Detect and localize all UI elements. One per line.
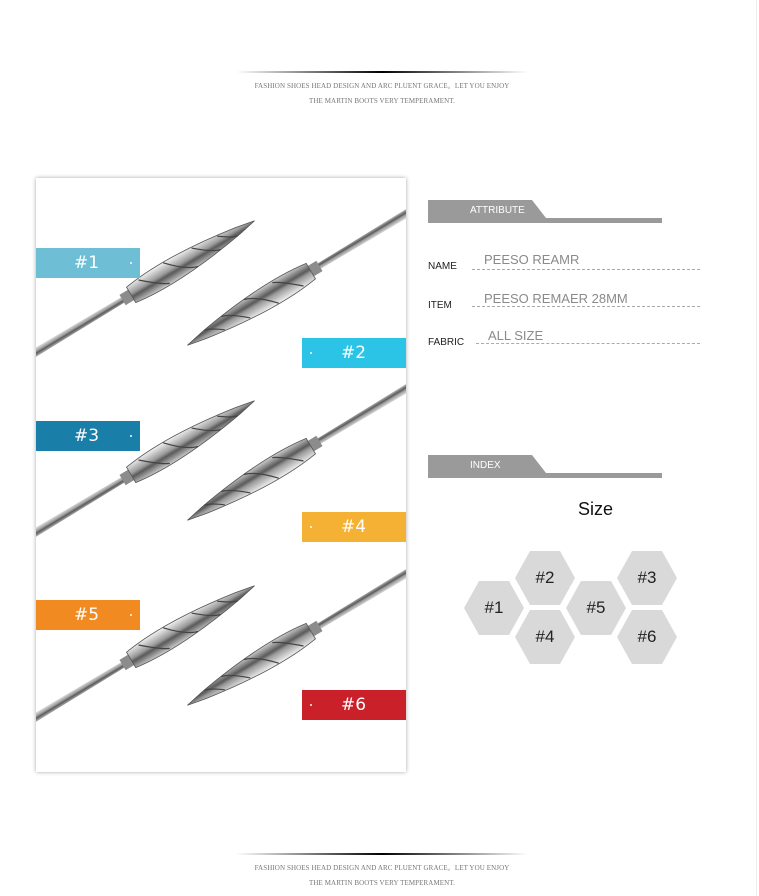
attr-value-fabric: ALL SIZE <box>488 328 544 343</box>
tag-6-dot <box>310 704 312 706</box>
slogan-bottom <box>236 853 528 893</box>
index-header <box>428 455 664 479</box>
tag-4-label: #4 <box>341 517 367 537</box>
size-title: Size <box>578 499 614 519</box>
attr-key-item: ITEM <box>428 300 452 311</box>
index-header-label: INDEX <box>470 460 501 471</box>
slogan-top <box>236 71 528 111</box>
hex-5-label: #5 <box>586 598 606 617</box>
attr-key-fabric: FABRIC <box>428 337 465 348</box>
attribute-header-shape <box>428 200 664 224</box>
attr-key-name: NAME <box>428 261 457 272</box>
tag-2-dot <box>310 352 312 354</box>
attr-underline-fabric <box>476 343 700 344</box>
attr-underline-name <box>472 269 700 270</box>
slogan-top-line2: THE MARTIN BOOTS VERY TEMPERAMENT. <box>308 97 456 105</box>
hex-1-label: #1 <box>484 598 504 617</box>
attr-underline-item <box>472 306 700 307</box>
tag-3 <box>36 421 140 451</box>
slogan-top-line1: FASHION SHOES HEAD DESIGN AND ARC PLUENT GRACE。LET YOU ENJOY <box>254 82 510 90</box>
hex-3 <box>617 551 677 605</box>
tag-5-label: #5 <box>74 605 100 625</box>
tag-1 <box>36 248 140 278</box>
product-image <box>36 178 406 772</box>
hex-2-label: #2 <box>535 568 555 587</box>
tag-5-dot <box>130 614 132 616</box>
tag-6-label: #6 <box>341 695 367 715</box>
hex-6 <box>617 610 677 664</box>
tag-3-label: #3 <box>74 426 100 446</box>
page-edge-line <box>756 0 757 896</box>
tag-3-dot <box>130 435 132 437</box>
tag-2 <box>302 338 406 368</box>
attr-row-item <box>428 291 700 311</box>
tag-4 <box>302 512 406 542</box>
attribute-header <box>428 200 664 224</box>
tag-6 <box>302 690 406 720</box>
tag-1-dot <box>130 262 132 264</box>
slogan-bottom-rule <box>236 853 528 856</box>
tag-1-label: #1 <box>74 253 100 273</box>
tag-5 <box>36 600 140 630</box>
attr-row-name <box>428 252 700 272</box>
slogan-bottom-line1: FASHION SHOES HEAD DESIGN AND ARC PLUENT GRACE。LET YOU ENJOY <box>254 864 510 872</box>
index-header-shape <box>428 455 664 479</box>
tag-2-label: #2 <box>341 343 367 363</box>
hex-4-label: #4 <box>535 627 555 646</box>
hex-3-label: #3 <box>637 568 657 587</box>
attr-row-fabric <box>428 328 700 348</box>
attr-value-name: PEESO REAMR <box>484 252 580 267</box>
hex-6-label: #6 <box>637 627 657 646</box>
slogan-top-rule <box>236 71 528 74</box>
attr-value-item: PEESO REMAER 28MM <box>484 291 628 306</box>
attribute-header-label: ATTRIBUTE <box>470 205 525 216</box>
slogan-bottom-line2: THE MARTIN BOOTS VERY TEMPERAMENT. <box>308 879 456 887</box>
tag-4-dot <box>310 526 312 528</box>
